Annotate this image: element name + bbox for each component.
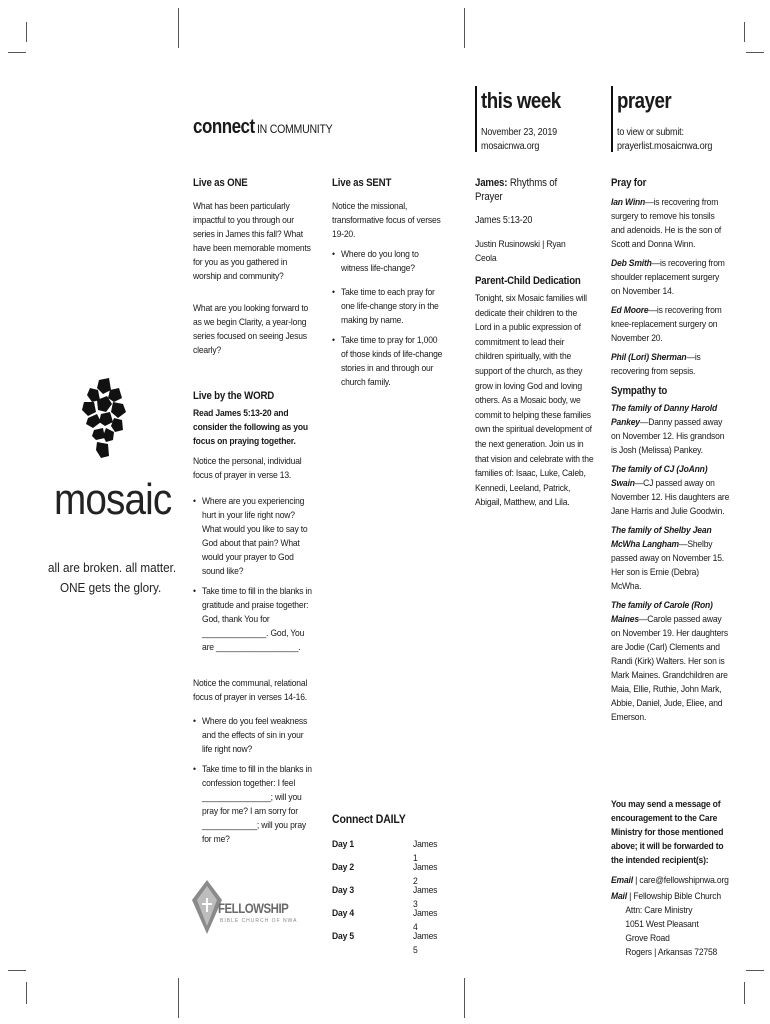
list-item	[611, 599, 730, 725]
live-sent-intro: Notice the missional, transformative focus of verses 19-20.	[332, 201, 441, 240]
crop-mark	[26, 22, 27, 42]
sermon-heading	[475, 176, 581, 204]
this-week-title: this week	[481, 88, 561, 113]
live-word-list-2	[193, 715, 315, 847]
list-item	[611, 196, 730, 252]
mosaic-cross-icon	[82, 378, 126, 458]
email-value: | care@fellowshipnwa.org	[635, 875, 729, 886]
sympathy-heading: Sympathy to	[611, 385, 668, 397]
list-item	[611, 463, 730, 519]
day-row	[332, 907, 440, 933]
pray-name: Deb Smith	[611, 258, 652, 269]
live-one-p1: What has been particularly impactful to you through our series in James this fall? What have been memorable moments for you as you gathered in worship and community?	[193, 201, 311, 282]
prayer-line2: prayerlist.mosaicnwa.org	[617, 141, 713, 152]
prayer-title: prayer	[617, 88, 672, 113]
live-one-section	[193, 176, 323, 358]
day-list	[332, 838, 458, 956]
prayer-block	[617, 88, 723, 154]
encourage-email-line	[611, 874, 730, 888]
sermon-heading-bold: James:	[475, 177, 508, 189]
fellowship-sub: BIBLE CHURCH OF NWA	[220, 918, 298, 924]
encourage-section	[611, 798, 733, 960]
live-word-instruction: Read James 5:13-20 and consider the following as you focus on praying together.	[193, 408, 308, 447]
mosaic-wordmark: mosaic	[54, 475, 172, 524]
day-label: Day 5	[332, 931, 354, 942]
list-item: • Where do you long to witness life-change?	[332, 248, 445, 276]
pray-text: —is recovering from surgery to remove his tonsils and adenoids. He is the son of Scott and Donna Winn.	[611, 197, 722, 250]
day-label: Day 4	[332, 908, 354, 919]
fellowship-name: FELLOWSHIP	[218, 900, 289, 916]
this-week-date: November 23, 2019	[481, 127, 557, 138]
prayer-rule	[611, 86, 613, 152]
day-row	[332, 838, 440, 864]
list-item: • Take time to pray for 1,000 of those kinds of life-change stories in and through our church family.	[332, 334, 445, 390]
sympathy-text: —CJ passed away on November 12. His daughters are Jane Harris and Julie Goodwin.	[611, 478, 730, 517]
connect-daily-section	[332, 812, 462, 956]
live-sent-heading: Live as SENT	[332, 177, 392, 189]
day-reading: James 4	[413, 908, 438, 933]
crop-mark	[26, 982, 27, 1004]
sympathy-name: The family of CJ (JoAnn) Swain	[611, 464, 708, 489]
list-item: • Take time to fill in the blanks in confession together: I feel _______________; will you pray for me? I am sorry for ____________; will you pray for me?	[193, 763, 315, 847]
list-item	[611, 402, 730, 458]
mail-line-2: Attn: Care Ministry	[625, 905, 693, 916]
day-label: Day 2	[332, 862, 354, 873]
live-one-p2: What are you looking forward to as we begin Clarity, a year-long series focused on seeing Jesus clearly?	[193, 303, 309, 356]
sympathy-name: The family of Shelby Jean McWha Langham	[611, 525, 712, 550]
day-row	[332, 930, 440, 956]
sermon-speakers: Justin Rusinowski | Ryan Ceola	[475, 239, 566, 264]
pray-name: Ian Winn	[611, 197, 646, 208]
crop-mark	[8, 52, 26, 53]
sermon-heading-rest: Rhythms of Prayer	[475, 177, 558, 203]
pray-name: Ed Moore	[611, 305, 649, 316]
sermon-section	[475, 176, 595, 266]
crop-mark	[464, 978, 465, 1018]
live-word-notice2: Notice the communal, relational focus of prayer in verses 14-16.	[193, 678, 308, 703]
pray-text: —is recovering from shoulder replacement surgery on November 14.	[611, 258, 725, 297]
mail-line-4: Rogers | Arkansas 72758	[625, 947, 718, 958]
crop-mark	[178, 8, 179, 48]
connect-sub: IN COMMUNITY	[257, 122, 333, 136]
day-reading: James 5	[413, 931, 438, 956]
pray-for-list	[611, 196, 730, 379]
pray-for-heading: Pray for	[611, 177, 647, 189]
this-week-rule	[475, 86, 477, 152]
connect-word: connect	[193, 116, 255, 138]
list-item: • Where are you experiencing hurt in your life right now? What would you like to say to God about that pain? What would your prayer to God sound like?	[193, 495, 315, 579]
dedication-heading: Parent-Child Dedication	[475, 275, 581, 287]
dedication-body: Tonight, six Mosaic families will dedicate their children to the Lord in a public expression of commitment to lead their children spiritually, with the support of the church, as they grow in loving God and loving others. As a Mosaic body, we commit to helping these families own the spiritual development of the next generation. Join us in that vision and celebrate with the families of: Isaac, Luke, Caleb, Kennedi, Leeland, Patrick, Abigail, Matthew, and Lila.	[475, 293, 594, 509]
prayer-line1: to view or submit:	[617, 127, 684, 138]
day-reading: James 3	[413, 885, 438, 910]
list-item	[611, 304, 730, 346]
sympathy-name: The family of Carole (Ron) Maines	[611, 600, 713, 625]
mosaic-tagline-2: ONE gets the glory.	[60, 580, 162, 595]
sermon-ref: James 5:13-20	[475, 215, 533, 226]
list-item: • Where do you feel weakness and the effects of sin in your life right now?	[193, 715, 315, 757]
mail-value: | Fellowship Bible Church	[629, 891, 721, 902]
live-word-heading: Live by the WORD	[193, 390, 275, 402]
sympathy-text: —Danny passed away on November 12. His grandson is Josh (Melissa) Pankey.	[611, 417, 725, 456]
day-label: Day 3	[332, 885, 354, 896]
list-item: • Take time to fill in the blanks in gratitude and praise together: God, thank You for ______________. God, You are __________________.	[193, 585, 315, 655]
sympathy-list	[611, 402, 730, 725]
crop-mark	[744, 982, 745, 1004]
sympathy-text: —Shelby passed away on November 15. Her son is Ernie (Debra) McWha.	[611, 539, 725, 592]
pray-for-section	[611, 176, 731, 730]
live-word-section	[193, 389, 325, 853]
this-week-site: mosaicnwa.org	[481, 141, 540, 152]
connect-daily-heading: Connect DAILY	[332, 812, 406, 826]
day-reading: James 2	[413, 862, 438, 887]
crop-mark	[746, 52, 764, 53]
encourage-note: You may send a message of encouragement to the Care Ministry for those mentioned above; it will be forwarded to the intended recipient(s):	[611, 799, 724, 866]
live-word-notice1: Notice the personal, individual focus of prayer in verse 13.	[193, 456, 302, 481]
list-item: • Take time to each pray for one life-change story in the making by name.	[332, 286, 445, 328]
list-item	[611, 351, 730, 379]
sympathy-name: The family of Danny Harold Pankey	[611, 403, 718, 428]
day-row	[332, 861, 440, 887]
crop-mark	[8, 970, 26, 971]
list-item	[611, 524, 730, 594]
crop-mark	[746, 970, 764, 971]
connect-heading	[193, 116, 343, 139]
day-label: Day 1	[332, 839, 354, 850]
live-sent-list	[332, 248, 445, 390]
email-label: Email	[611, 875, 633, 886]
live-one-heading: Live as ONE	[193, 177, 248, 189]
pray-name: Phil (Lori) Sherman	[611, 352, 687, 363]
pray-text: —is recovering from sepsis.	[611, 352, 701, 377]
live-word-list-1	[193, 495, 315, 655]
fellowship-logo	[192, 880, 302, 934]
pray-text: —is recovering from knee-replacement surgery on November 20.	[611, 305, 722, 344]
mail-line-3: 1051 West Pleasant Grove Road	[625, 919, 699, 944]
mail-label: Mail	[611, 891, 627, 902]
live-sent-section	[332, 176, 454, 396]
crop-mark	[744, 22, 745, 42]
this-week-block	[481, 88, 575, 154]
crop-mark	[178, 978, 179, 1018]
encourage-mail-line	[611, 890, 730, 904]
dedication-section	[475, 274, 597, 511]
day-reading: James 1	[413, 839, 438, 864]
mosaic-logo	[82, 378, 126, 458]
crop-mark	[464, 8, 465, 48]
sympathy-text: —Carole passed away on November 19. Her daughters are Jodie (Carl) Clements and Randi (Kirk) Walters. Her son is Mark Maines. Grandchildren are Maia, Ellie, Ruthie, John Mark, Abbie, Daniel, Jude, Eliee, and Emerson.	[611, 614, 728, 723]
day-row	[332, 884, 440, 910]
mosaic-tagline-1: all are broken. all matter.	[48, 560, 177, 575]
list-item	[611, 257, 730, 299]
